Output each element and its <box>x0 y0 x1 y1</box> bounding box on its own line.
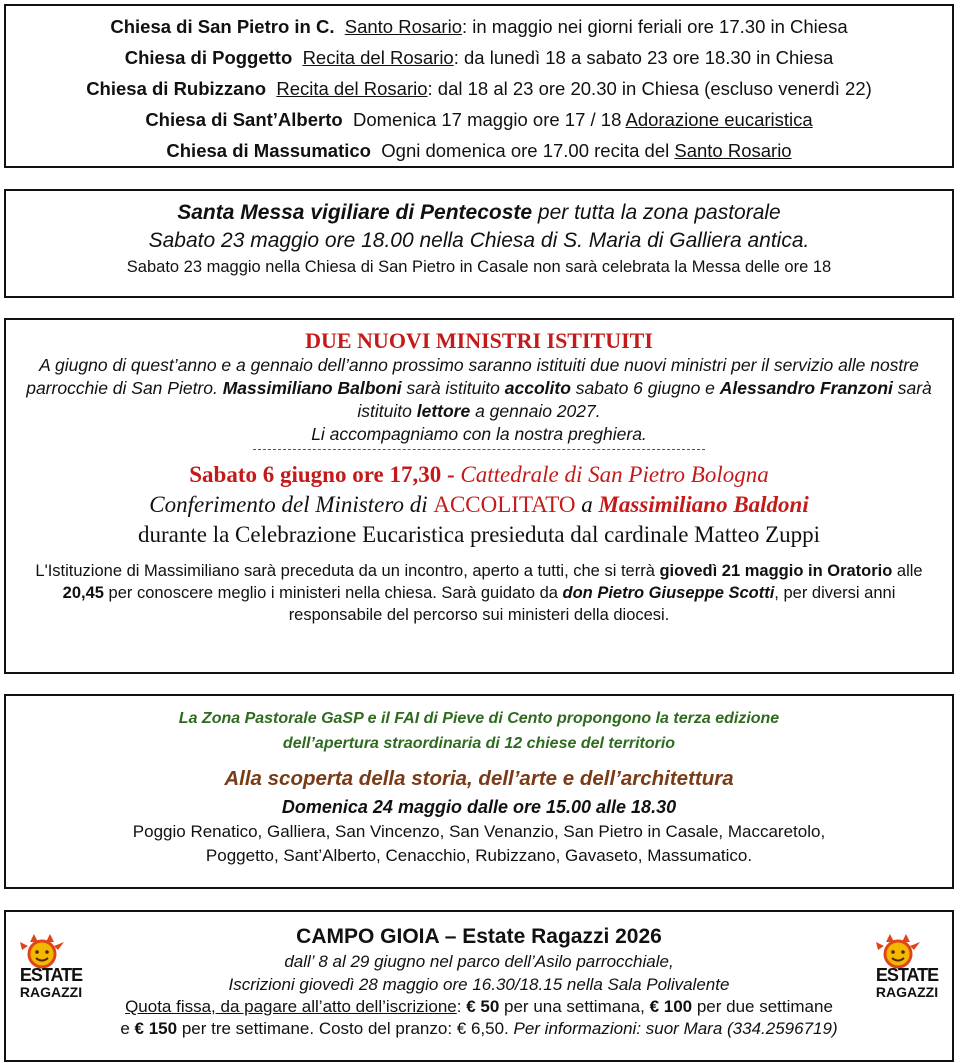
pentecost-title-rest: per tutta la zona pastorale <box>532 201 781 224</box>
churches-intro: La Zona Pastorale GaSP e il FAI di Pieve di Cento propongono la terza edizione <box>178 710 780 727</box>
text: alle <box>892 562 923 580</box>
text: sabato 6 giugno e <box>570 378 720 398</box>
pentecost-box <box>4 189 954 298</box>
church-name: Chiesa di Sant’Alberto <box>145 109 343 130</box>
minister-name: Massimiliano Balboni <box>222 378 402 398</box>
minister-name: Alessandro Franzoni <box>719 378 893 398</box>
churches-headline: Alla scoperta della storia, dell’arte e dell’architettura <box>224 767 734 790</box>
event-name: Santo Rosario <box>344 16 462 37</box>
fee-amount: € 50 <box>466 997 500 1016</box>
churches-places: Poggio Renatico, Galliera, San Vincenzo, San Venanzio, San Pietro in Casale, Maccaretolo, <box>132 822 826 841</box>
fee-amount: € 100 <box>649 997 693 1016</box>
text: : <box>456 997 467 1016</box>
logo-text-bottom: RAGAZZI <box>875 984 939 1000</box>
text: sarà istituito <box>401 378 505 398</box>
rosary-line <box>6 73 952 104</box>
pentecost-title-bold: Santa Messa vigiliare di Pentecoste <box>177 201 533 224</box>
text: per tre settimane. Costo del pranzo: € 6,50. <box>177 1019 514 1038</box>
ceremony-date: Sabato 6 giugno ore 17,30 <box>189 462 442 487</box>
rosary-line <box>6 104 952 135</box>
logo-text-top: ESTATE <box>19 965 83 985</box>
pentecost-title <box>6 199 952 227</box>
church-name: Chiesa di Rubizzano <box>86 78 267 99</box>
rosary-line <box>6 135 952 166</box>
rosary-line <box>6 11 952 42</box>
text: , per diversi anni responsabile del percorso sui ministeri della diocesi. <box>288 584 896 624</box>
meeting-guide: don Pietro Giuseppe Scotti <box>562 584 775 602</box>
dash: - <box>441 462 461 487</box>
prayer-line: Li accompagniamo con la nostra preghiera. <box>311 424 647 444</box>
ministers-paragraph <box>6 354 952 423</box>
ceremony-role-line <box>6 490 952 520</box>
event-name: Adorazione eucaristica <box>625 109 813 130</box>
text: a gennaio 2027. <box>470 401 601 421</box>
ceremony-name: Massimiliano Baldoni <box>598 492 809 517</box>
churches-intro-2: dell’apertura straordinaria di 12 chiese del territorio <box>282 735 676 752</box>
estate-ragazzi-logo <box>10 932 92 1006</box>
ceremony-celebration: durante la Celebrazione Eucaristica presieduta dal cardinale Matteo Zuppi <box>137 522 821 547</box>
logo-text-top: ESTATE <box>875 965 939 985</box>
fee-amount: € 150 <box>134 1019 178 1038</box>
ministers-box <box>4 318 954 674</box>
meeting-date: giovedì 21 maggio in Oratorio <box>659 562 893 580</box>
logo-text-bottom: RAGAZZI <box>19 984 83 1000</box>
meeting-info <box>6 560 952 626</box>
text: a <box>575 492 599 517</box>
churches-date: Domenica 24 maggio dalle ore 15.00 alle 18.30 <box>281 797 677 817</box>
minister-role: lettore <box>416 401 471 421</box>
ministers-title: DUE NUOVI MINISTRI ISTITUITI <box>305 328 653 353</box>
event-detail: : in maggio nei giorni feriali ore 17.30 in Chiesa <box>461 16 848 37</box>
church-name: Chiesa di San Pietro in C. <box>110 16 335 37</box>
event-pre: Domenica 17 maggio ore 17 / 18 <box>352 109 626 130</box>
event-name: Recita del Rosario <box>302 47 454 68</box>
event-name: Recita del Rosario <box>276 78 428 99</box>
text: per due settimane <box>692 997 833 1016</box>
fee-label: Quota fissa, da pagare all’atto dell’iscrizione <box>125 997 457 1016</box>
minister-role: accolito <box>504 378 571 398</box>
event-pre: Ogni domenica ore 17.00 recita del <box>381 140 675 161</box>
separator <box>253 449 705 450</box>
rosary-line <box>6 42 952 73</box>
event-detail: : da lunedì 18 a sabato 23 ore 18.30 in Chiesa <box>453 47 834 68</box>
camp-dates: dall’ 8 al 29 giugno nel parco dell’Asilo parrocchiale, <box>284 952 674 971</box>
rosary-box <box>4 4 954 168</box>
camp-fees-2 <box>6 1018 952 1040</box>
ceremony-role: ACCOLITATO <box>433 492 576 517</box>
text: L'Istituzione di Massimiliano sarà preceduta da un incontro, aperto a tutti, che si terrà <box>35 562 660 580</box>
camp-title: CAMPO GIOIA – Estate Ragazzi 2026 <box>296 925 662 948</box>
camp-box <box>4 910 954 1062</box>
camp-fees <box>6 996 952 1018</box>
text: per conoscere meglio i ministeri nella chiesa. Sarà guidato da <box>103 584 563 602</box>
ceremony-place: Cattedrale di San Pietro Bologna <box>460 462 769 487</box>
pentecost-date: Sabato 23 maggio ore 18.00 nella Chiesa di S. Maria di Galliera antica. <box>148 229 810 252</box>
church-name: Chiesa di Poggetto <box>124 47 293 68</box>
ceremony-date-line <box>6 460 952 490</box>
text: Conferimento del Ministero di <box>149 492 434 517</box>
text: e <box>120 1019 135 1038</box>
meeting-time: 20,45 <box>62 584 104 602</box>
text: A giugno di quest’anno e a gennaio dell’anno prossimo saranno istituiti due nuovi ministri per il servizio alle nostre parrocchie di San Pietro. <box>26 355 919 398</box>
church-name: Chiesa di Massumatico <box>166 140 371 161</box>
churches-box <box>4 694 954 889</box>
camp-registration: Iscrizioni giovedì 28 maggio ore 16.30/18.15 nella Sala Polivalente <box>228 975 730 994</box>
estate-ragazzi-logo <box>866 932 948 1006</box>
event-name: Santo Rosario <box>674 140 792 161</box>
churches-places-2: Poggetto, Sant’Alberto, Cenacchio, Rubizzano, Gavaseto, Massumatico. <box>205 846 753 865</box>
camp-contact: Per informazioni: suor Mara (334.2596719) <box>513 1019 838 1038</box>
pentecost-note: Sabato 23 maggio nella Chiesa di San Pietro in Casale non sarà celebrata la Messa delle ore 18 <box>126 258 832 276</box>
text: per una settimana, <box>499 997 650 1016</box>
event-detail: : dal 18 al 23 ore 20.30 in Chiesa (escluso venerdì 22) <box>427 78 872 99</box>
text: sarà istituito <box>357 378 932 421</box>
